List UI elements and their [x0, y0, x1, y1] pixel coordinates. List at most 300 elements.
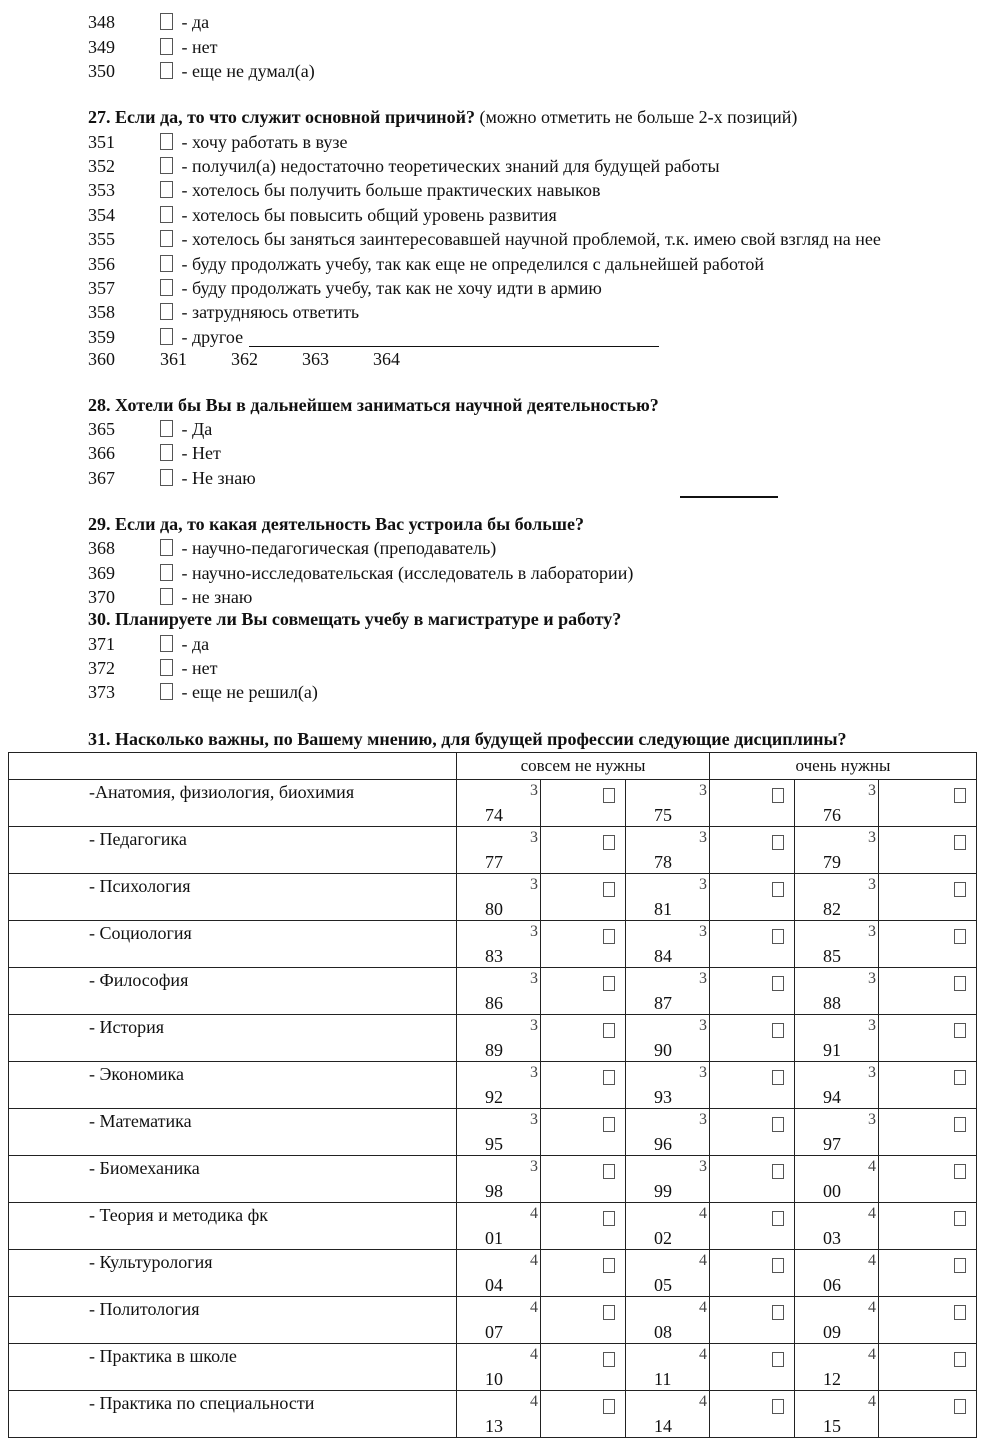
code-number: 08 — [654, 1322, 672, 1342]
option-line — [88, 561, 633, 585]
checkbox-cell[interactable] — [710, 1391, 795, 1438]
checkbox[interactable] — [160, 564, 173, 581]
option-code: 365 — [88, 419, 115, 439]
code-number: 88 — [823, 993, 841, 1013]
code-cell — [795, 1203, 879, 1250]
checkbox-cell[interactable] — [879, 1015, 977, 1062]
checkbox[interactable] — [954, 929, 966, 944]
checkbox[interactable] — [772, 1070, 784, 1085]
code-cell — [626, 1156, 710, 1203]
checkbox[interactable] — [603, 835, 615, 850]
checkbox[interactable] — [772, 1023, 784, 1038]
code-number: 99 — [654, 1181, 672, 1201]
option-label: - нет — [177, 37, 218, 57]
other-answer-line[interactable] — [249, 328, 659, 347]
checkbox[interactable] — [603, 1023, 615, 1038]
code-number: 01 — [485, 1228, 503, 1248]
checkbox-cell[interactable] — [541, 1015, 626, 1062]
code-prefix: 3 — [699, 1111, 707, 1128]
code-cell — [457, 921, 541, 968]
option-line — [88, 417, 212, 441]
checkbox[interactable] — [954, 882, 966, 897]
option-code: 350 — [88, 61, 115, 81]
checkbox-cell[interactable] — [710, 1015, 795, 1062]
option-code: 372 — [88, 658, 115, 678]
option-label: - еще не решил(а) — [177, 682, 318, 702]
discipline-name: - Биомеханика — [9, 1156, 457, 1203]
checkbox-cell[interactable] — [710, 1062, 795, 1109]
code-cell — [626, 921, 710, 968]
checkbox-cell[interactable] — [879, 921, 977, 968]
table-row — [9, 921, 977, 968]
question-text: 27. Если да, то что служит основной причиной? — [88, 107, 475, 127]
code-prefix: 3 — [530, 1158, 538, 1175]
discipline-name: - Математика — [9, 1109, 457, 1156]
checkbox[interactable] — [160, 328, 173, 345]
checkbox-cell[interactable] — [541, 1391, 626, 1438]
code-number: 80 — [485, 899, 503, 919]
checkbox[interactable] — [160, 255, 173, 272]
code-number: 94 — [823, 1087, 841, 1107]
checkbox-cell[interactable] — [879, 1344, 977, 1391]
table-row — [9, 827, 977, 874]
checkbox-cell[interactable] — [541, 1062, 626, 1109]
option-line — [88, 203, 557, 227]
checkbox[interactable] — [772, 1117, 784, 1132]
checkbox-cell[interactable] — [879, 1297, 977, 1344]
code-prefix: 3 — [868, 876, 876, 893]
code-cell — [457, 1156, 541, 1203]
code-number: 81 — [654, 899, 672, 919]
code-prefix: 3 — [530, 970, 538, 987]
checkbox[interactable] — [603, 1070, 615, 1085]
option-label: - научно-исследовательская (исследователь в лаборатории) — [177, 563, 634, 583]
code-prefix: 3 — [699, 970, 707, 987]
code-number: 95 — [485, 1134, 503, 1154]
option-line — [88, 227, 881, 251]
code-prefix: 3 — [699, 876, 707, 893]
code-cell — [795, 827, 879, 874]
checkbox[interactable] — [954, 1352, 966, 1367]
code-prefix: 4 — [699, 1205, 707, 1222]
checkbox[interactable] — [772, 1305, 784, 1320]
option-label: - да — [177, 12, 210, 32]
checkbox-cell[interactable] — [879, 1156, 977, 1203]
checkbox[interactable] — [160, 659, 173, 676]
code-number: 87 — [654, 993, 672, 1013]
code-prefix: 4 — [699, 1393, 707, 1410]
checkbox[interactable] — [160, 539, 173, 556]
option-line — [88, 35, 217, 59]
code-number: 85 — [823, 946, 841, 966]
code-cell — [795, 1062, 879, 1109]
option-code: 357 — [88, 278, 115, 298]
code-number: 03 — [823, 1228, 841, 1248]
code-prefix: 4 — [868, 1346, 876, 1363]
checkbox[interactable] — [160, 157, 173, 174]
checkbox-cell[interactable] — [710, 1109, 795, 1156]
table-row — [9, 1203, 977, 1250]
table-row — [9, 968, 977, 1015]
code-cell — [795, 1391, 879, 1438]
checkbox[interactable] — [160, 683, 173, 700]
option-label: - Не знаю — [177, 468, 256, 488]
checkbox[interactable] — [160, 588, 173, 605]
checkbox-cell[interactable] — [879, 1062, 977, 1109]
option-code: 355 — [88, 229, 115, 249]
question-31-title: 31. Насколько важны, по Вашему мнению, для будущей профессии следующие дисциплины? — [88, 729, 847, 749]
option-label: - еще не думал(а) — [177, 61, 315, 81]
discipline-name: - Экономика — [9, 1062, 457, 1109]
code-prefix: 3 — [530, 923, 538, 940]
code-number: 363 — [302, 349, 329, 369]
checkbox[interactable] — [160, 62, 173, 79]
table-row — [9, 780, 977, 827]
table-row — [9, 1062, 977, 1109]
header-empty-cell — [9, 753, 457, 780]
code-prefix: 3 — [868, 1064, 876, 1081]
checkbox-cell[interactable] — [541, 1203, 626, 1250]
code-prefix: 3 — [530, 829, 538, 846]
option-code: 349 — [88, 37, 115, 57]
option-line — [88, 276, 602, 300]
code-number: 362 — [231, 349, 258, 369]
option-line — [88, 300, 359, 324]
code-prefix: 3 — [699, 1064, 707, 1081]
option-label: - хотелось бы получить больше практических навыков — [177, 180, 601, 200]
code-cell — [626, 780, 710, 827]
code-cell — [626, 1250, 710, 1297]
code-cell — [457, 1062, 541, 1109]
checkbox[interactable] — [954, 1258, 966, 1273]
code-prefix: 4 — [699, 1346, 707, 1363]
checkbox-cell[interactable] — [541, 1344, 626, 1391]
checkbox[interactable] — [160, 303, 173, 320]
checkbox[interactable] — [603, 1258, 615, 1273]
checkbox[interactable] — [603, 976, 615, 991]
code-number: 83 — [485, 946, 503, 966]
checkbox[interactable] — [772, 1211, 784, 1226]
code-number: 09 — [823, 1322, 841, 1342]
option-code: 354 — [88, 205, 115, 225]
option-line — [88, 632, 209, 656]
checkbox-cell[interactable] — [879, 874, 977, 921]
option-label: - хотелось бы заняться заинтересовавшей научной проблемой, т.к. имею свой взгляд на нее — [177, 229, 881, 249]
code-cell — [795, 921, 879, 968]
code-cell — [795, 1109, 879, 1156]
checkbox-cell[interactable] — [879, 1203, 977, 1250]
checkbox-cell[interactable] — [879, 1391, 977, 1438]
option-code: 367 — [88, 468, 115, 488]
checkbox[interactable] — [954, 788, 966, 803]
code-prefix: 3 — [699, 782, 707, 799]
table-row — [9, 1109, 977, 1156]
code-row — [88, 347, 444, 371]
discipline-name: - Практика в школе — [9, 1344, 457, 1391]
checkbox-cell[interactable] — [879, 968, 977, 1015]
code-prefix: 3 — [868, 970, 876, 987]
code-number: 74 — [485, 805, 503, 825]
code-prefix: 4 — [868, 1205, 876, 1222]
checkbox[interactable] — [160, 181, 173, 198]
code-prefix: 4 — [868, 1393, 876, 1410]
code-cell — [457, 1015, 541, 1062]
code-prefix: 4 — [868, 1158, 876, 1175]
code-number: 82 — [823, 899, 841, 919]
checkbox-cell[interactable] — [710, 780, 795, 827]
checkbox[interactable] — [160, 38, 173, 55]
code-prefix: 4 — [530, 1252, 538, 1269]
question-28-title: 28. Хотели бы Вы в дальнейшем заниматься научной деятельностью? — [88, 395, 659, 415]
code-cell — [457, 1344, 541, 1391]
code-cell — [795, 968, 879, 1015]
table-row — [9, 874, 977, 921]
checkbox[interactable] — [160, 13, 173, 30]
code-prefix: 4 — [530, 1393, 538, 1410]
option-line — [88, 59, 315, 83]
code-cell — [626, 968, 710, 1015]
checkbox[interactable] — [772, 929, 784, 944]
checkbox-cell[interactable] — [541, 1156, 626, 1203]
code-prefix: 3 — [868, 1017, 876, 1034]
checkbox[interactable] — [954, 835, 966, 850]
code-prefix: 3 — [530, 782, 538, 799]
code-prefix: 3 — [530, 1064, 538, 1081]
checkbox-cell[interactable] — [541, 921, 626, 968]
checkbox[interactable] — [772, 1258, 784, 1273]
option-line — [88, 441, 221, 465]
code-cell — [457, 1250, 541, 1297]
option-label: - хочу работать в вузе — [177, 132, 348, 152]
checkbox[interactable] — [160, 206, 173, 223]
checkbox-cell[interactable] — [541, 1250, 626, 1297]
option-line — [88, 178, 600, 202]
checkbox[interactable] — [603, 882, 615, 897]
checkbox-cell[interactable] — [541, 827, 626, 874]
option-label: - затрудняюсь ответить — [177, 302, 360, 322]
checkbox-cell[interactable] — [541, 968, 626, 1015]
checkbox[interactable] — [160, 230, 173, 247]
code-number: 00 — [823, 1181, 841, 1201]
option-label: - Нет — [177, 443, 221, 463]
option-code: 348 — [88, 12, 115, 32]
checkbox-cell[interactable] — [879, 1109, 977, 1156]
code-number: 13 — [485, 1416, 503, 1436]
code-cell — [457, 1109, 541, 1156]
option-code: 366 — [88, 443, 115, 463]
question-30-title: 30. Планируете ли Вы совмещать учебу в магистратуре и работу? — [88, 609, 622, 629]
checkbox[interactable] — [160, 444, 173, 461]
code-number: 79 — [823, 852, 841, 872]
code-number: 93 — [654, 1087, 672, 1107]
checkbox-cell[interactable] — [710, 1344, 795, 1391]
checkbox-cell[interactable] — [710, 968, 795, 1015]
underline-mark — [680, 496, 778, 498]
code-cell — [795, 780, 879, 827]
checkbox[interactable] — [603, 788, 615, 803]
checkbox[interactable] — [954, 1117, 966, 1132]
code-cell — [795, 1156, 879, 1203]
code-prefix: 3 — [699, 923, 707, 940]
checkbox[interactable] — [954, 1070, 966, 1085]
code-prefix: 4 — [699, 1299, 707, 1316]
discipline-name: - Педагогика — [9, 827, 457, 874]
code-number: 86 — [485, 993, 503, 1013]
checkbox[interactable] — [160, 469, 173, 486]
code-prefix: 3 — [530, 1111, 538, 1128]
checkbox-cell[interactable] — [710, 921, 795, 968]
option-code: 368 — [88, 538, 115, 558]
discipline-name: - Практика по специальности — [9, 1391, 457, 1438]
checkbox[interactable] — [772, 1352, 784, 1367]
checkbox-cell[interactable] — [879, 1250, 977, 1297]
question-27-title — [88, 104, 797, 130]
header-right-label: очень нужны — [710, 753, 977, 780]
code-cell — [457, 1391, 541, 1438]
discipline-name: - Культурология — [9, 1250, 457, 1297]
code-cell — [626, 1062, 710, 1109]
checkbox-cell[interactable] — [541, 874, 626, 921]
discipline-name: - Социология — [9, 921, 457, 968]
checkbox[interactable] — [603, 1399, 615, 1414]
option-code: 351 — [88, 132, 115, 152]
checkbox[interactable] — [772, 835, 784, 850]
option-code: 370 — [88, 587, 115, 607]
checkbox[interactable] — [954, 1164, 966, 1179]
option-code: 371 — [88, 634, 115, 654]
code-number: 05 — [654, 1275, 672, 1295]
code-prefix: 4 — [868, 1299, 876, 1316]
checkbox[interactable] — [954, 976, 966, 991]
table-row — [9, 1156, 977, 1203]
checkbox[interactable] — [772, 1164, 784, 1179]
code-number: 78 — [654, 852, 672, 872]
checkbox[interactable] — [160, 420, 173, 437]
checkbox[interactable] — [603, 1305, 615, 1320]
question-note: (можно отметить не больше 2-х позиций) — [474, 107, 798, 127]
code-cell — [626, 874, 710, 921]
option-label: - буду продолжать учебу, так как еще не определился с дальнейшей работой — [177, 254, 765, 274]
code-prefix: 4 — [699, 1252, 707, 1269]
checkbox-cell[interactable] — [710, 1203, 795, 1250]
option-label: - Да — [177, 419, 213, 439]
checkbox[interactable] — [772, 976, 784, 991]
checkbox-cell[interactable] — [879, 780, 977, 827]
code-number: 11 — [654, 1369, 672, 1389]
option-label: - не знаю — [177, 587, 253, 607]
code-prefix: 3 — [868, 1111, 876, 1128]
checkbox-cell[interactable] — [710, 1250, 795, 1297]
checkbox[interactable] — [160, 279, 173, 296]
checkbox[interactable] — [603, 1117, 615, 1132]
checkbox[interactable] — [772, 1399, 784, 1414]
header-left-label: совсем не нужны — [457, 753, 710, 780]
code-number: 14 — [654, 1416, 672, 1436]
option-line — [88, 10, 209, 34]
option-code: 352 — [88, 156, 115, 176]
option-label: - да — [177, 634, 210, 654]
table-row — [9, 1250, 977, 1297]
checkbox[interactable] — [772, 882, 784, 897]
code-cell — [457, 780, 541, 827]
table-row — [9, 1297, 977, 1344]
code-prefix: 3 — [699, 829, 707, 846]
option-code: 373 — [88, 682, 115, 702]
code-cell — [626, 1203, 710, 1250]
checkbox[interactable] — [954, 1305, 966, 1320]
checkbox-cell[interactable] — [710, 1156, 795, 1203]
checkbox[interactable] — [954, 1399, 966, 1414]
checkbox[interactable] — [603, 1211, 615, 1226]
checkbox[interactable] — [603, 1352, 615, 1367]
code-prefix: 3 — [868, 923, 876, 940]
option-line — [88, 536, 496, 560]
code-prefix: 3 — [699, 1017, 707, 1034]
option-line — [88, 154, 720, 178]
checkbox[interactable] — [954, 1211, 966, 1226]
checkbox-cell[interactable] — [710, 827, 795, 874]
code-number: 91 — [823, 1040, 841, 1060]
checkbox[interactable] — [160, 635, 173, 652]
code-cell — [795, 1297, 879, 1344]
code-prefix: 3 — [868, 829, 876, 846]
disciplines-rating-table — [8, 752, 977, 1438]
discipline-name: - Философия — [9, 968, 457, 1015]
checkbox-cell[interactable] — [541, 780, 626, 827]
code-cell — [795, 1250, 879, 1297]
code-number: 361 — [160, 349, 187, 369]
code-number: 10 — [485, 1369, 503, 1389]
option-code: 358 — [88, 302, 115, 322]
code-number: 15 — [823, 1416, 841, 1436]
code-cell — [626, 1109, 710, 1156]
option-code: 356 — [88, 254, 115, 274]
discipline-name: - Теория и методика фк — [9, 1203, 457, 1250]
code-number: 98 — [485, 1181, 503, 1201]
checkbox[interactable] — [160, 133, 173, 150]
option-line — [88, 656, 217, 680]
code-cell — [626, 1391, 710, 1438]
option-label: - хотелось бы повысить общий уровень развития — [177, 205, 557, 225]
checkbox-cell[interactable] — [710, 1297, 795, 1344]
option-line — [88, 130, 347, 154]
option-line — [88, 680, 318, 704]
code-number: 90 — [654, 1040, 672, 1060]
code-prefix: 3 — [530, 1017, 538, 1034]
code-cell — [626, 1297, 710, 1344]
code-cell — [795, 1344, 879, 1391]
code-cell — [457, 874, 541, 921]
code-cell — [457, 1203, 541, 1250]
code-number: 06 — [823, 1275, 841, 1295]
code-number: 07 — [485, 1322, 503, 1342]
checkbox-cell[interactable] — [879, 827, 977, 874]
option-label: - получил(а) недостаточно теоретических знаний для будущей работы — [177, 156, 720, 176]
checkbox-cell[interactable] — [710, 874, 795, 921]
checkbox[interactable] — [603, 1164, 615, 1179]
discipline-name: - Политология — [9, 1297, 457, 1344]
code-cell — [457, 968, 541, 1015]
checkbox[interactable] — [772, 788, 784, 803]
checkbox[interactable] — [603, 929, 615, 944]
code-prefix: 3 — [530, 876, 538, 893]
checkbox-cell[interactable] — [541, 1109, 626, 1156]
checkbox-cell[interactable] — [541, 1297, 626, 1344]
option-line — [88, 325, 659, 349]
code-cell — [626, 827, 710, 874]
option-label: - научно-педагогическая (преподаватель) — [177, 538, 497, 558]
checkbox[interactable] — [954, 1023, 966, 1038]
